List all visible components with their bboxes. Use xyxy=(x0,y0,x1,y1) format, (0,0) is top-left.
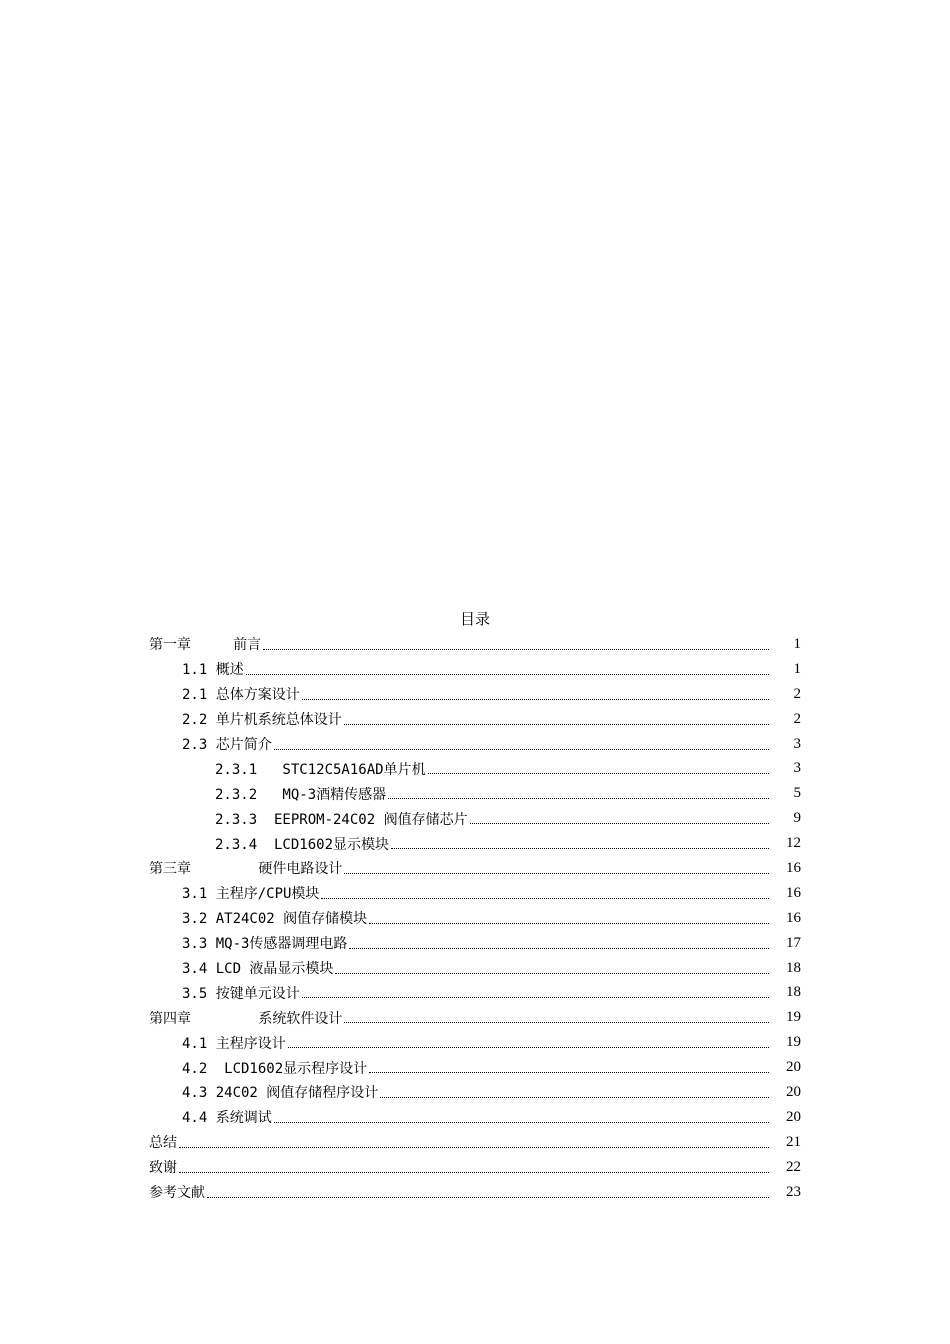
toc-entry-page-number: 1 xyxy=(793,660,801,677)
toc-entry[interactable] xyxy=(149,1005,803,1030)
toc-entry[interactable] xyxy=(149,1030,803,1055)
toc-dot-leader xyxy=(179,1158,769,1173)
toc-entry-page-number: 2 xyxy=(793,710,801,727)
toc-dot-leader xyxy=(388,784,769,799)
toc-entry-page-number: 16 xyxy=(786,909,801,926)
toc-dot-leader xyxy=(179,1133,769,1148)
toc-entry[interactable] xyxy=(149,806,803,831)
toc-entry-page-number: 20 xyxy=(786,1059,801,1076)
toc-dot-leader xyxy=(369,909,769,924)
toc-title: 目录 xyxy=(459,610,490,628)
toc-entry-label: 4.2 LCD1602显示程序设计 xyxy=(182,1058,367,1078)
toc-entry-label: 2.2 单片机系统总体设计 xyxy=(182,709,342,729)
toc-dot-leader xyxy=(207,1183,769,1198)
toc-dot-leader xyxy=(288,1033,769,1048)
toc-entry-page-number: 20 xyxy=(786,1083,801,1100)
toc-entry-label: 4.3 24C02 阀值存储程序设计 xyxy=(182,1082,378,1102)
toc-entry-label: 2.3.1 STC12C5A16AD单片机 xyxy=(215,759,426,779)
toc-entry-label: 3.5 按键单元设计 xyxy=(182,983,300,1003)
toc-entry-label: 2.3.2 MQ-3酒精传感器 xyxy=(215,784,386,804)
toc-entry[interactable] xyxy=(149,1155,803,1180)
toc-entry-page-number: 21 xyxy=(786,1133,801,1150)
toc-entry-page-number: 20 xyxy=(786,1108,801,1125)
toc-entry-page-number: 12 xyxy=(786,835,801,852)
toc-entry-page-number: 9 xyxy=(793,810,801,827)
toc-entry-page-number: 18 xyxy=(786,959,801,976)
toc-entry-label: 2.1 总体方案设计 xyxy=(182,684,300,704)
toc-dot-leader xyxy=(428,759,769,774)
toc-entry-label: 2.3.4 LCD1602显示模块 xyxy=(215,834,389,854)
toc-entry[interactable] xyxy=(149,756,803,781)
toc-dot-leader xyxy=(391,834,769,849)
toc-entry[interactable] xyxy=(149,956,803,981)
toc-entry-page-number: 23 xyxy=(786,1183,801,1200)
table-of-contents xyxy=(149,632,803,1204)
toc-entry[interactable] xyxy=(149,1055,803,1080)
toc-entry-page-number: 19 xyxy=(786,1034,801,1051)
toc-dot-leader xyxy=(321,884,769,899)
toc-entry[interactable] xyxy=(149,906,803,931)
toc-entry[interactable] xyxy=(149,657,803,682)
toc-entry-page-number: 5 xyxy=(793,785,801,802)
toc-entry-page-number: 19 xyxy=(786,1009,801,1026)
toc-entry-page-number: 3 xyxy=(793,760,801,777)
toc-entry-page-number: 1 xyxy=(793,635,801,652)
toc-dot-leader xyxy=(302,983,769,998)
toc-entry-page-number: 16 xyxy=(786,859,801,876)
toc-entry[interactable] xyxy=(149,1130,803,1155)
toc-entry-page-number: 18 xyxy=(786,984,801,1001)
toc-entry[interactable] xyxy=(149,980,803,1005)
toc-entry[interactable] xyxy=(149,831,803,856)
toc-entry-label: 3.2 AT24C02 阀值存储模块 xyxy=(182,908,367,928)
toc-entry-label: 3.1 主程序/CPU模块 xyxy=(182,883,319,903)
toc-entry-label: 4.1 主程序设计 xyxy=(182,1033,286,1053)
toc-entry-label: 2.3.3 EEPROM-24C02 阀值存储芯片 xyxy=(215,809,468,829)
toc-entry-page-number: 2 xyxy=(793,685,801,702)
toc-entry[interactable] xyxy=(149,682,803,707)
toc-entry[interactable] xyxy=(149,931,803,956)
toc-dot-leader xyxy=(302,685,769,700)
toc-dot-leader xyxy=(470,809,769,824)
toc-dot-leader xyxy=(344,859,769,874)
toc-entry[interactable] xyxy=(149,881,803,906)
toc-entry-page-number: 17 xyxy=(786,934,801,951)
toc-dot-leader xyxy=(274,1108,769,1123)
toc-entry[interactable] xyxy=(149,732,803,757)
toc-entry-label: 第四章 系统软件设计 xyxy=(149,1008,342,1028)
toc-entry-label: 总结 xyxy=(149,1132,177,1152)
toc-dot-leader xyxy=(349,934,769,949)
toc-dot-leader xyxy=(344,710,769,725)
toc-dot-leader xyxy=(274,735,769,750)
toc-entry-label: 3.3 MQ-3传感器调理电路 xyxy=(182,933,347,953)
toc-entry-label: 第一章 前言 xyxy=(149,634,261,654)
toc-dot-leader xyxy=(369,1058,769,1073)
toc-entry-page-number: 16 xyxy=(786,884,801,901)
toc-dot-leader xyxy=(344,1008,769,1023)
toc-entry-label: 1.1 概述 xyxy=(182,659,244,679)
toc-entry[interactable] xyxy=(149,707,803,732)
toc-entry[interactable] xyxy=(149,1180,803,1205)
toc-entry[interactable] xyxy=(149,632,803,657)
toc-dot-leader xyxy=(380,1083,769,1098)
toc-entry-label: 2.3 芯片简介 xyxy=(182,734,272,754)
toc-entry-label: 第三章 硬件电路设计 xyxy=(149,858,342,878)
toc-dot-leader xyxy=(263,635,769,650)
toc-entry[interactable] xyxy=(149,1080,803,1105)
toc-entry-label: 4.4 系统调试 xyxy=(182,1107,272,1127)
toc-dot-leader xyxy=(335,959,769,974)
toc-dot-leader xyxy=(246,660,769,675)
toc-entry-page-number: 22 xyxy=(786,1158,801,1175)
toc-entry-label: 致谢 xyxy=(149,1157,177,1177)
toc-entry[interactable] xyxy=(149,781,803,806)
toc-entry-page-number: 3 xyxy=(793,735,801,752)
toc-entry-label: 3.4 LCD 液晶显示模块 xyxy=(182,958,333,978)
toc-entry[interactable] xyxy=(149,1105,803,1130)
toc-entry-label: 参考文献 xyxy=(149,1182,205,1202)
toc-entry[interactable] xyxy=(149,856,803,881)
